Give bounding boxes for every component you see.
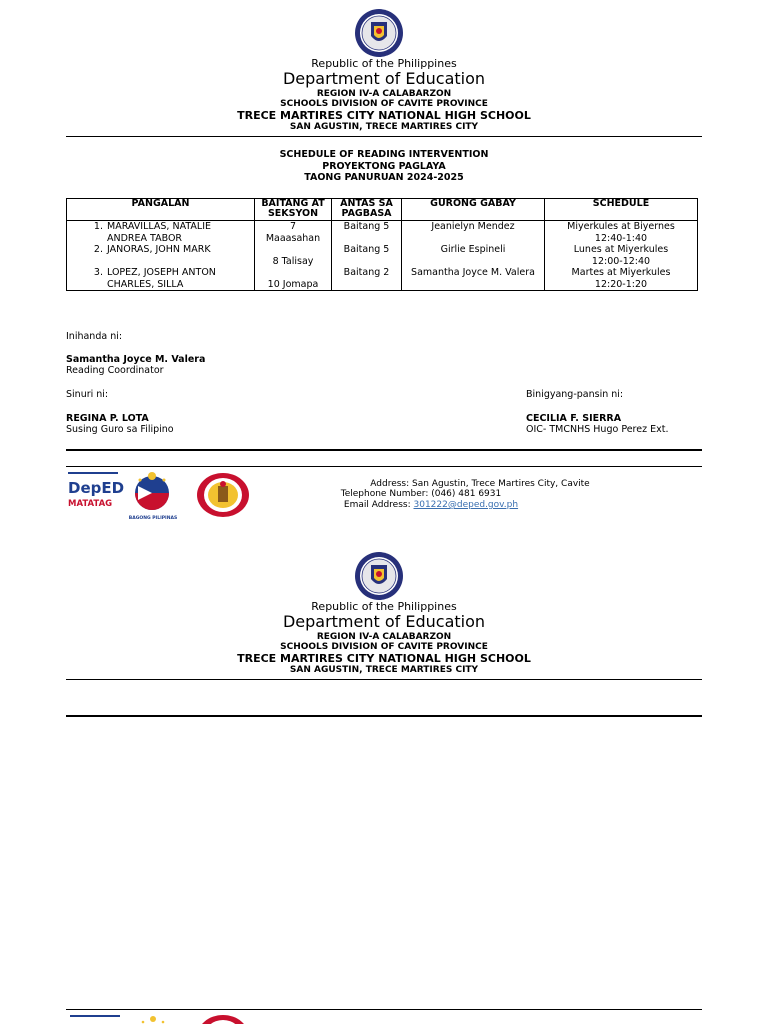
footer-address: Address: San Agustin, Trece Martires City, Cavite xyxy=(370,479,590,489)
schedule-text: Martes at Miyerkules xyxy=(571,267,671,278)
schedule-text: Miyerkules at Biyernes xyxy=(567,221,675,232)
school-seal-icon xyxy=(196,1015,250,1024)
region-text: REGION IV-A CALABARZON xyxy=(316,632,452,642)
department-text: Department of Education xyxy=(282,612,486,631)
column-header: GURONG GABAY xyxy=(402,199,545,221)
bagong-pilipinas-icon xyxy=(128,470,178,512)
teacher-text: Samantha Joyce M. Valera xyxy=(411,267,535,278)
noted-by-label: Binigyang-pansin ni: xyxy=(526,389,624,400)
school-address: SAN AGUSTIN, TRECE MARTIRES CITY xyxy=(289,122,479,132)
level-cell xyxy=(332,221,402,291)
student-name: CHARLES, SILLA xyxy=(107,278,184,290)
school-year: TAONG PANURUAN 2024-2025 xyxy=(304,172,464,183)
division-text: SCHOOLS DIVISION OF CAVITE PROVINCE xyxy=(280,99,488,109)
column-header: SCHEDULE xyxy=(545,199,698,221)
row-number: 3. xyxy=(93,267,103,278)
section-text: Maaasahan xyxy=(265,232,321,244)
school-name: TRECE MARTIRES CITY NATIONAL HIGH SCHOOL xyxy=(237,109,531,122)
school-address: SAN AGUSTIN, TRECE MARTIRES CITY xyxy=(289,665,479,675)
prepared-by-title: Reading Coordinator xyxy=(66,365,164,376)
republic-text: Republic of the Philippines xyxy=(311,57,457,70)
checked-by-name: REGINA P. LOTA xyxy=(66,413,149,424)
row-number: 2. xyxy=(93,244,103,255)
checked-by-label: Sinuri ni: xyxy=(66,389,109,400)
level-text: Baitang 5 xyxy=(343,221,390,232)
table-header-row xyxy=(67,199,698,221)
prepared-by-label: Inihanda ni: xyxy=(66,331,123,342)
republic-text: Republic of the Philippines xyxy=(311,600,457,613)
department-text: Department of Education xyxy=(282,69,486,88)
checked-by-title: Susing Guro sa Filipino xyxy=(66,424,174,435)
schedule-text: 12:00-12:40 xyxy=(591,255,651,267)
column-header: ANTAS SA PAGBASA xyxy=(332,199,402,221)
column-header: PANGALAN xyxy=(67,199,255,221)
header-divider xyxy=(66,136,702,137)
bagong-pilipinas-text: BAGONG PILIPINAS xyxy=(128,516,178,521)
matatag-logo-text: MATATAG xyxy=(68,499,113,509)
school-seal-icon xyxy=(196,472,250,518)
teacher-text: Girlie Espineli xyxy=(440,244,506,255)
level-text: Baitang 5 xyxy=(343,244,390,255)
deped-matatag-logo xyxy=(68,472,125,520)
noted-by-title: OIC- TMCNHS Hugo Perez Ext. xyxy=(526,424,669,435)
document-title: SCHEDULE OF READING INTERVENTION xyxy=(279,149,489,160)
level-text: Baitang 2 xyxy=(343,267,390,278)
deped-seal-icon xyxy=(354,8,404,58)
student-name: MARAVILLAS, NATALIE xyxy=(107,221,212,232)
footer-divider xyxy=(66,1009,702,1010)
student-name: ANDREA TABOR xyxy=(107,232,183,244)
deped-logo-text: DepED xyxy=(68,479,125,497)
school-name: TRECE MARTIRES CITY NATIONAL HIGH SCHOOL xyxy=(237,652,531,665)
bagong-pilipinas-icon xyxy=(138,1014,168,1024)
project-name: PROYEKTONG PAGLAYA xyxy=(322,161,446,172)
student-name: JANORAS, JOHN MARK xyxy=(107,244,211,255)
email-link[interactable]: 301222@deped.gov.ph xyxy=(413,500,519,510)
section-text: 10 Jomapa xyxy=(267,278,319,290)
region-text: REGION IV-A CALABARZON xyxy=(316,89,452,99)
signature-divider xyxy=(66,715,702,717)
footer-telephone: Telephone Number: (046) 481 6931 xyxy=(340,489,502,499)
prepared-by-name: Samantha Joyce M. Valera xyxy=(66,354,206,365)
footer-divider xyxy=(66,466,702,467)
student-name: LOPEZ, JOSEPH ANTON xyxy=(107,267,216,278)
schedule-text: 12:40-1:40 xyxy=(594,232,648,244)
signature-divider xyxy=(66,449,702,451)
names-cell xyxy=(67,221,255,291)
section-text: 8 Talisay xyxy=(272,255,314,267)
deped-matatag-logo xyxy=(70,1015,120,1017)
division-text: SCHOOLS DIVISION OF CAVITE PROVINCE xyxy=(280,642,488,652)
noted-by-name: CECILIA F. SIERRA xyxy=(526,413,622,424)
schedule-text: Lunes at Miyerkules xyxy=(573,244,669,255)
header-divider xyxy=(66,679,702,680)
section-text: 7 xyxy=(289,221,297,232)
deped-seal-icon xyxy=(354,551,404,601)
footer-email xyxy=(256,500,606,511)
teacher-text: Jeanielyn Mendez xyxy=(431,221,515,232)
teacher-cell xyxy=(402,221,545,291)
bagong-pilipinas-logo xyxy=(128,470,178,520)
schedule-cell xyxy=(545,221,698,291)
schedule-table xyxy=(66,198,698,291)
section-cell xyxy=(255,221,332,291)
schedule-text: 12:20-1:20 xyxy=(594,278,648,290)
row-number: 1. xyxy=(93,221,103,232)
table-row xyxy=(67,221,698,291)
column-header: BAITANG AT SEKSYON xyxy=(255,199,332,221)
email-label: Email Address: xyxy=(343,500,414,510)
